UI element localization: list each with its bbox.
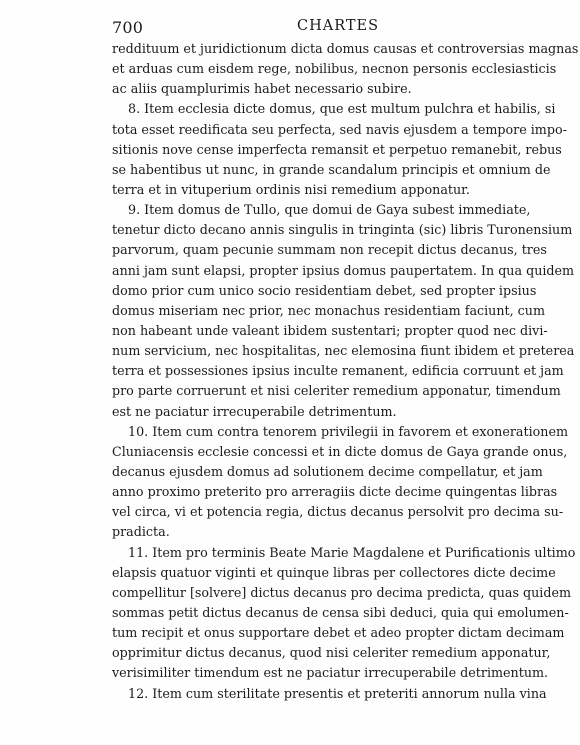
running-title: CHARTES [297, 18, 380, 34]
text-line: 8. Item ecclesia dicte domus, que est multum pulchra et habilis, si [128, 101, 556, 117]
text-line: sitionis nove cense imperfecta remansit et perpetuo remanebit, rebus [112, 141, 562, 157]
text-line: opprimitur dictus decanus, quod nisi celeriter remedium apponatur, [112, 645, 551, 661]
text-line: se habentibus ut nunc, in grande scandalum principis et omnium de [112, 161, 551, 177]
text-line: elapsis quatuor viginti et quinque libras per collectores dicte decime [112, 564, 556, 580]
text-line: 12. Item cum sterilitate presentis et preteriti annorum nulla vina [128, 685, 547, 701]
text-line: terra et in vituperium ordinis nisi remedium apponatur. [112, 181, 470, 197]
page-header [112, 18, 512, 40]
text-line: tota esset reedificata seu perfecta, sed navis ejusdem a tempore impo- [112, 121, 567, 137]
text-line: domo prior cum unico socio residentiam debet, sed propter ipsius [112, 282, 537, 298]
text-line: terra et possessiones ipsius inculte remanent, edificia corruunt et jam [112, 363, 564, 379]
text-line: non habeant unde valeant ibidem sustentari; propter quod nec divi- [112, 322, 548, 338]
text-line: pradicta. [112, 524, 170, 540]
text-line: et arduas cum eisdem rege, nobilibus, necnon personis ecclesiasticis [112, 61, 557, 77]
text-line: est ne paciatur irrecuperabile detrimentum. [112, 403, 397, 419]
text-line: num servicium, nec hospitalitas, nec elemosina fiunt ibidem et preterea [112, 343, 575, 359]
text-line: tenetur dicto decano annis singulis in tringinta (sic) libris Turonensium [112, 222, 573, 238]
text-line: anni jam sunt elapsi, propter ipsius domus paupertatem. In qua quidem [112, 262, 575, 278]
text-line: decanus ejusdem domus ad solutionem decime compellatur, et jam [112, 463, 543, 479]
text-line: 11. Item pro terminis Beate Marie Magdalene et Purificationis ultimo [128, 544, 576, 560]
text-line: sommas petit dictus decanus de censa sibi deduci, quia qui emolumen- [112, 604, 569, 620]
text-line: Cluniacensis ecclesie concessi et in dicte domus de Gaya grande onus, [112, 443, 568, 459]
page-number: 700 [112, 18, 144, 37]
text-line: 10. Item cum contra tenorem privilegii in favorem et exonerationem [128, 423, 568, 439]
text-line: verisimiliter timendum est ne paciatur irrecuperabile detrimentum. [112, 665, 549, 681]
text-line: reddituum et juridictionum dicta domus causas et controversias magnas [112, 41, 579, 56]
text-line: compellitur [solvere] dictus decanus pro decima predicta, quas quidem [112, 584, 572, 600]
text-line: vel circa, vi et potencia regia, dictus decanus persolvit pro decima su- [112, 504, 564, 520]
text-line: tum recipit et onus supportare debet et adeo propter dictam decimam [112, 625, 565, 641]
text-line: pro parte corruerunt et nisi celeriter remedium apponatur, timendum [112, 383, 561, 399]
text-line: anno proximo preterito pro arreragiis dicte decime quingentas libras [112, 484, 558, 500]
text-line: parvorum, quam pecunie summam non recepit dictus decanus, tres [112, 242, 547, 258]
text-line: domus miseriam nec prior, nec monachus residentiam faciunt, cum [112, 302, 545, 318]
text-line: 9. Item domus de Tullo, que domui de Gaya subest immediate, [128, 202, 531, 218]
text-line: ac aliis quamplurimis habet necessario subire. [112, 81, 412, 97]
body-text [112, 39, 579, 704]
